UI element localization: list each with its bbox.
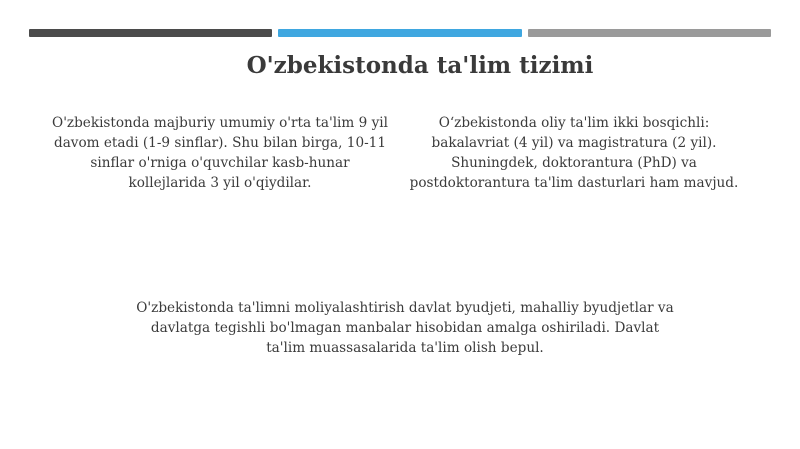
accent-bars [29,29,771,38]
paragraph-education-funding: O'zbekistonda ta'limni moliyalashtirish davlat byudjeti, mahalliy byudjetlar va davlatga tegishli bo'lmagan manbalar hisobidan amalga oshiriladi. Davlat ta'lim muassasalarida ta'lim olish bepul. [136,300,674,356]
slide-title: O'zbekistonda ta'lim tizimi [246,52,594,79]
accent-bar-blue [278,29,522,37]
accent-bar-gray [528,29,771,37]
accent-bar-dark [29,29,272,37]
paragraph-compulsory-education: O'zbekistonda majburiy umumiy o'rta ta'lim 9 yil davom etadi (1-9 sinflar). Shu bilan birga, 10-11 sinflar o'rniga o'quvchilar kasb-hunar kollejlarida 3 yil o'qiydilar. [52,115,388,191]
paragraph-higher-education: O‘zbekistonda oliy ta'lim ikki bosqichli: bakalavriat (4 yil) va magistratura (2 yil). Shuningdek, doktorantura (PhD) va postdoktorantura ta'lim dasturlari ham mavjud. [409,115,739,191]
